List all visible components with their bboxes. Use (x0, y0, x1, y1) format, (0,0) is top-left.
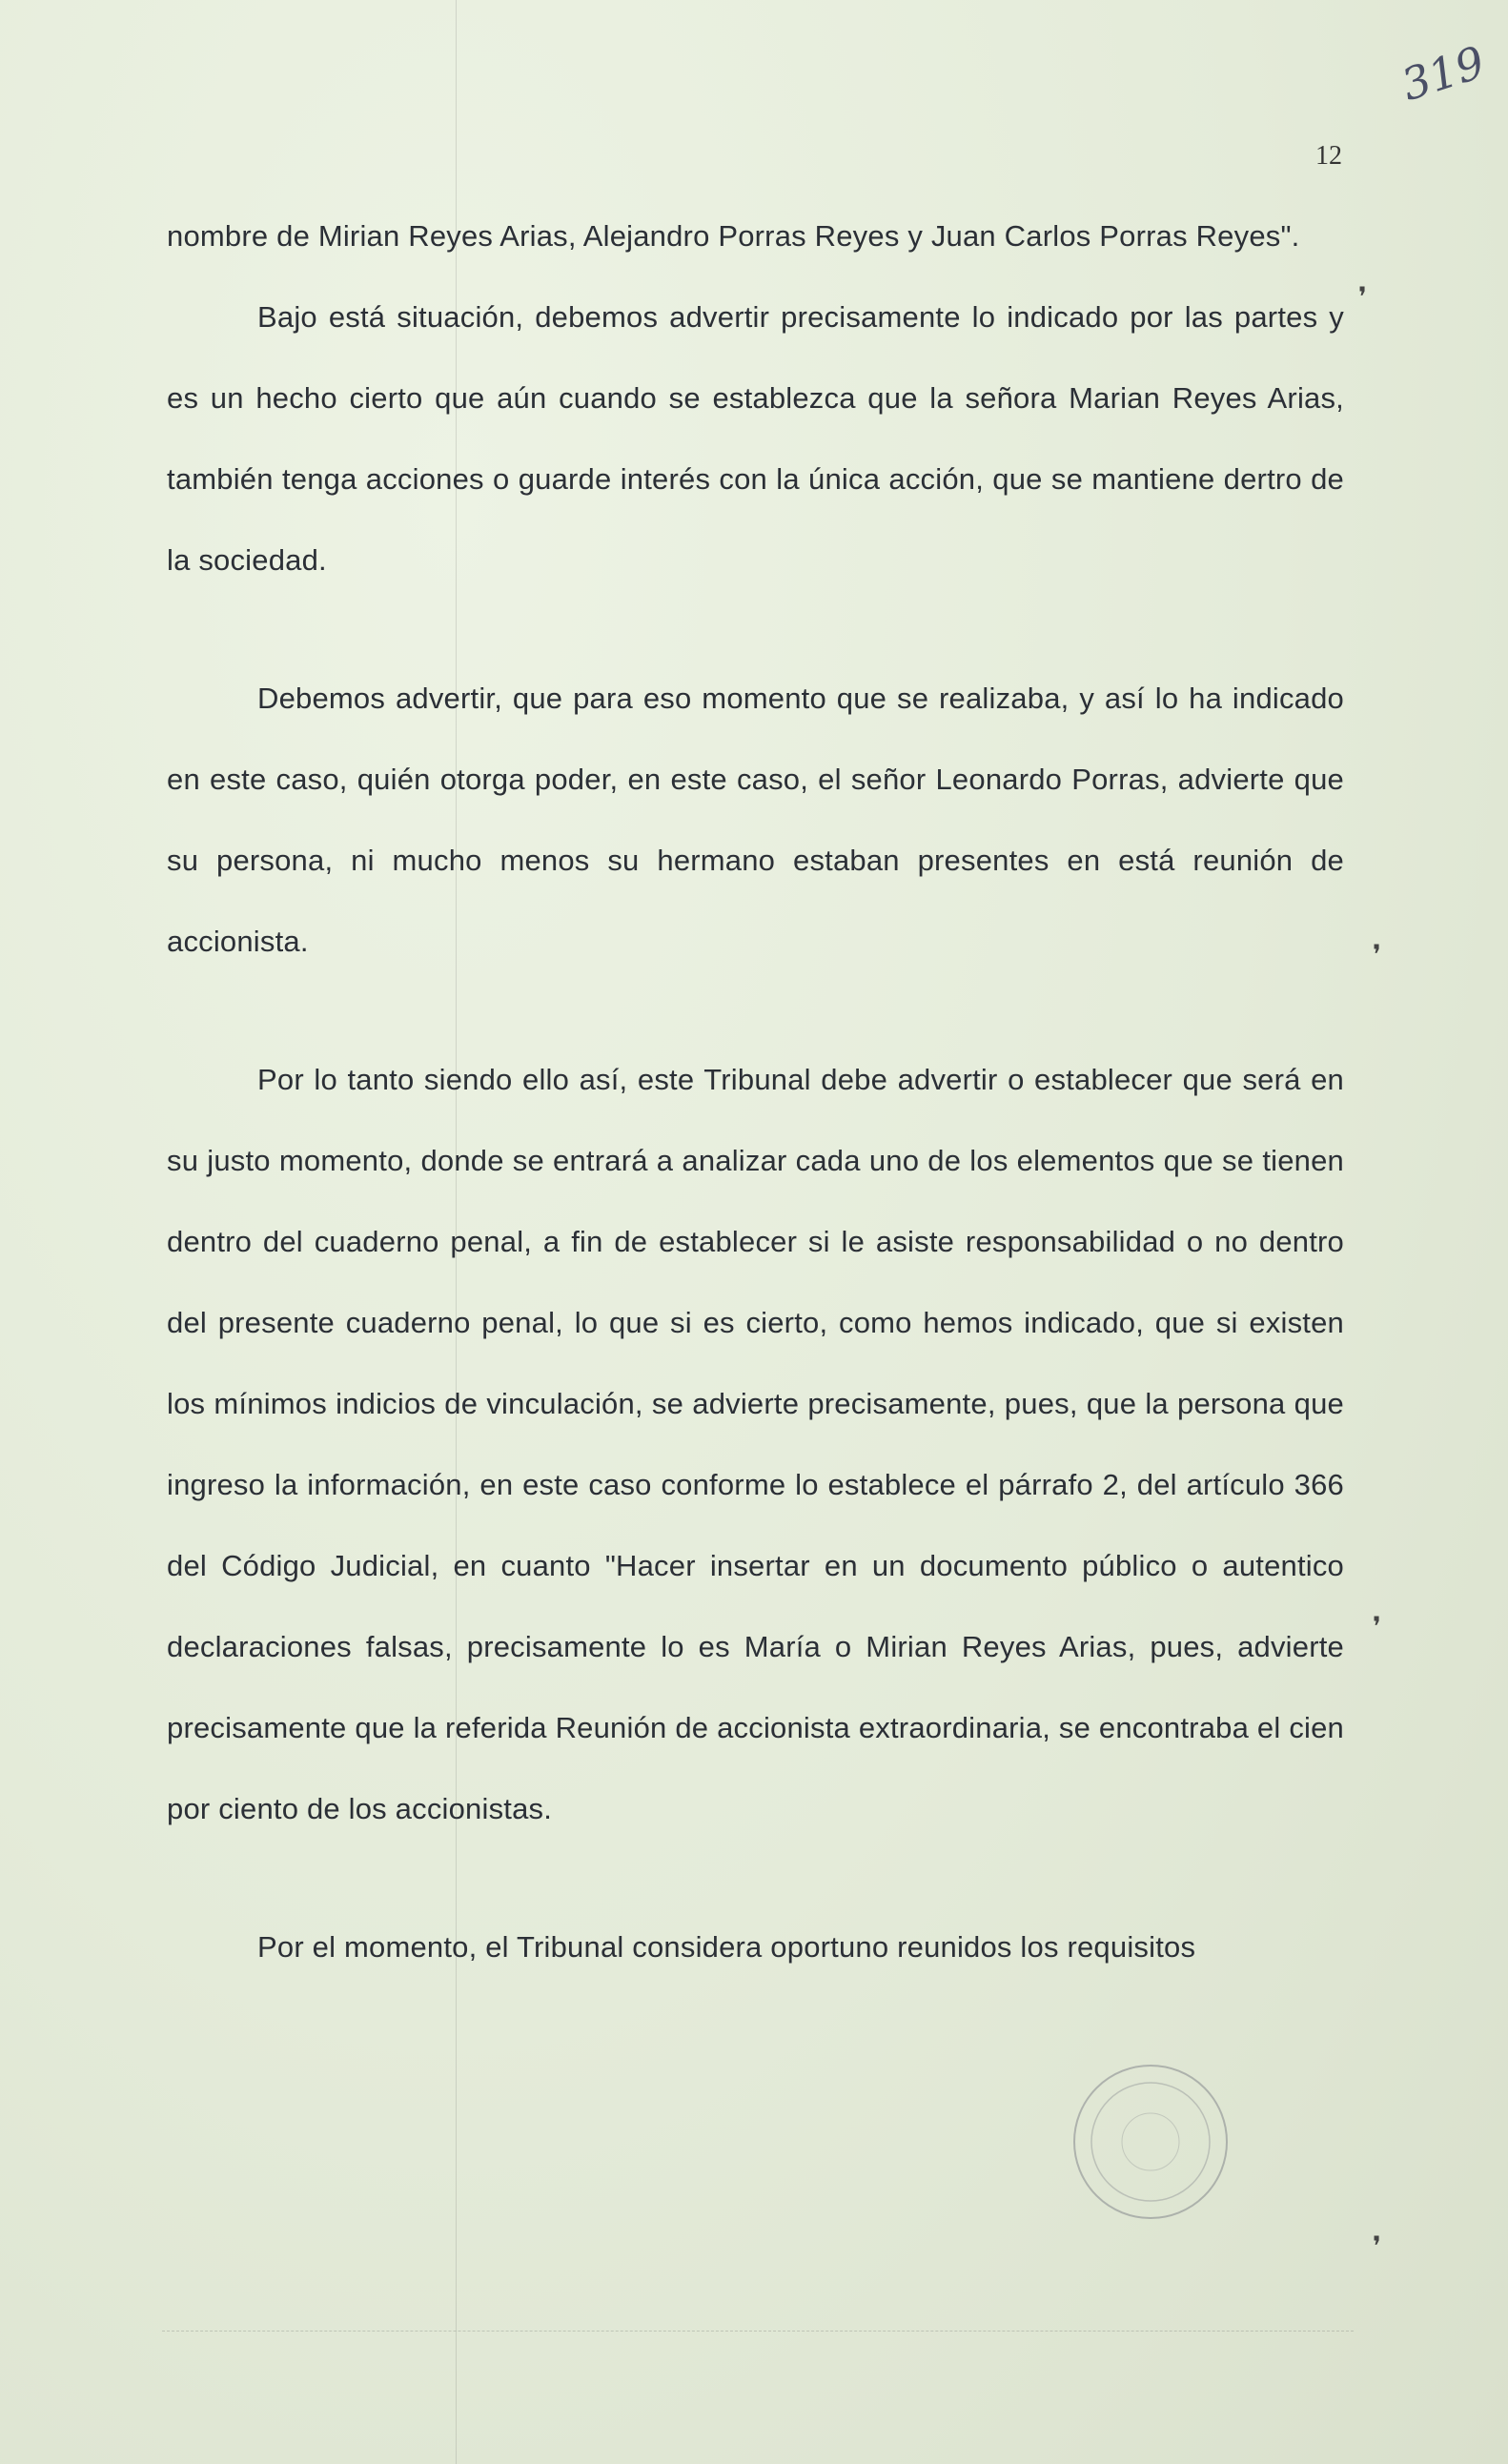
paragraph-1: nombre de Mirian Reyes Arias, Alejandro Porras Reyes y Juan Carlos Porras Reyes". (167, 219, 1300, 253)
paragraph-4: Por lo tanto siendo ello así, este Tribunal debe advertir o establecer que será en su justo momento, donde se entrará a analizar cada uno de los elementos que se tienen dentro del cuaderno penal, a fin de establecer si le asiste responsabilidad o no dentro del presente cuaderno penal, lo que si es cierto, como hemos indicado, que si existen los mínimos indicios de vinculación, se advierte precisamente, pues, que la persona que ingreso la información, en este caso conforme lo establece el párrafo 2, del artículo 366 del Código Judicial, en cuanto "Hacer insertar en un documento público o autentico declaraciones falsas, precisamente lo es María o Mirian Reyes Arias, pues, advierte precisamente que la referida Reunión de accionista extraordinaria, se encontraba el cien por ciento de los accionistas. (167, 1063, 1344, 1825)
paragraph-5: Por el momento, el Tribunal considera oportuno reunidos los requisitos (257, 1930, 1196, 1964)
document-body (167, 195, 1344, 1987)
margin-mark: ❜ (1373, 939, 1382, 970)
margin-mark: ❜ (1373, 1611, 1382, 1642)
margin-mark: ❜ (1373, 2230, 1382, 2262)
paragraph-2: Bajo está situación, debemos advertir precisamente lo indicado por las partes y es un hecho cierto que aún cuando se establezca que la señora Marian Reyes Arias, también tenga acciones o guarde interés con la única acción, que se mantiene dertro de la sociedad. (167, 300, 1344, 577)
bottom-rule (162, 2331, 1354, 2332)
circular-seal-stamp-icon (1068, 2059, 1234, 2226)
handwritten-folio-number: 319 (1395, 35, 1492, 112)
page-number: 12 (1315, 141, 1342, 171)
paragraph-3: Debemos advertir, que para eso momento que se realizaba, y así lo ha indicado en este caso, quién otorga poder, en este caso, el señor Leonardo Porras, advierte que su persona, ni mucho menos su hermano estaban presentes en está reunión de accionista. (167, 682, 1344, 958)
margin-mark: ❜ (1358, 281, 1368, 313)
